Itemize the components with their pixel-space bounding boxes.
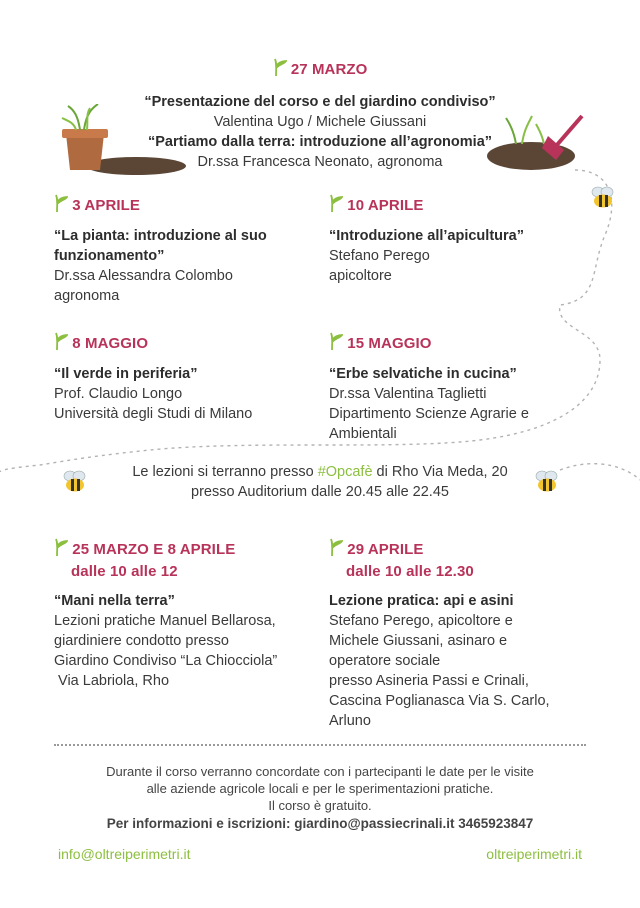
footer-site-link[interactable]: oltreiperimetri.it [486,846,582,862]
event-speaker: Dr.ssa Alessandra Colombo [54,268,233,284]
event-date: 25 MARZO E 8 APRILE [54,538,324,561]
event-speaker: Dr.ssa Valentina Taglietti [329,386,487,402]
event-desc: Lezioni pratiche Manuel Bellarosa, [54,613,276,629]
sprout-icon [329,538,343,556]
event-desc: Via Labriola, Rho [54,673,170,689]
event-desc: Cascina Poglianasca Via S. Carlo, [329,693,550,709]
event-3-aprile [54,194,314,306]
contact-line[interactable]: Per informazioni e iscrizioni: giardino@passiecrinali.it 3465923847 [106,816,534,831]
event-25-marzo-8-aprile [54,538,324,691]
event-date: 8 MAGGIO [54,332,324,356]
event-desc: Arluno [329,713,371,729]
event-time: dalle 10 alle 12.30 [346,563,474,580]
event-date: 10 APRILE [329,194,589,218]
hashtag: #Opcafè [317,464,373,480]
footer-notes [0,763,640,834]
event-speaker: Prof. Claudio Longo [54,386,183,402]
event-desc: Stefano Perego, apicoltore e [329,613,513,629]
event-29-aprile [329,538,609,731]
sprout-icon [54,194,68,212]
event-10-aprile [329,194,589,286]
event-role: agronoma [54,288,120,304]
venue-info [0,462,640,502]
event-date: 27 MARZO [0,58,640,82]
footer-note: Il corso è gratuito. [268,798,372,813]
event-time: dalle 10 alle 12 [71,563,178,580]
event-title: “Partiamo dalla terra: introduzione all’agronomia” [147,134,493,150]
sprout-icon [273,58,287,76]
sprout-icon [54,538,68,556]
bee-icon [588,186,618,210]
event-date: 29 APRILE [329,538,609,561]
footer-email-link[interactable]: info@oltreiperimetri.it [58,846,191,862]
sprout-icon [329,194,343,212]
event-role: Università degli Studi di Milano [54,406,253,422]
footer-note: alle aziende agricole locali e per le sperimentazioni pratiche. [146,781,494,796]
divider [54,744,586,746]
event-title: “Il verde in periferia” [54,366,198,382]
event-date: 3 APRILE [54,194,314,218]
event-role: apicoltore [329,268,392,284]
venue-line-2: presso Auditorium dalle 20.45 alle 22.45 [191,484,449,500]
sprout-icon [329,332,343,350]
event-speaker: Stefano Perego [329,248,430,264]
venue-line-1: Le lezioni si terranno presso #Opcafè di Rho Via Meda, 20 [132,464,508,480]
event-speaker: Valentina Ugo / Michele Giussani [213,114,427,130]
event-role: Dipartimento Scienze Agrarie e [329,406,529,422]
event-desc: giardiniere condotto presso [54,633,229,649]
event-title-cont: funzionamento” [54,248,165,264]
event-title: “Introduzione all’apicultura” [329,228,524,244]
event-title: “Presentazione del corso e del giardino condiviso” [144,94,496,110]
footer-note: Durante il corso verranno concordate con i partecipanti le date per le visite [106,764,534,779]
event-8-maggio [54,332,324,424]
event-27-marzo [0,58,640,172]
event-title: Lezione pratica: api e asini [329,593,514,609]
event-role: Ambientali [329,426,397,442]
event-15-maggio [329,332,599,444]
event-date: 15 MAGGIO [329,332,599,356]
event-desc: Michele Giussani, asinaro e [329,633,508,649]
event-desc: presso Asineria Passi e Crinali, [329,673,529,689]
event-title: “Erbe selvatiche in cucina” [329,366,517,382]
event-speaker: Dr.ssa Francesca Neonato, agronoma [197,154,443,170]
event-title: “Mani nella terra” [54,593,175,609]
event-title: “La pianta: introduzione al suo [54,228,267,244]
event-desc: operatore sociale [329,653,441,669]
event-desc: Giardino Condiviso “La Chiocciola” [54,653,278,669]
sprout-icon [54,332,68,350]
